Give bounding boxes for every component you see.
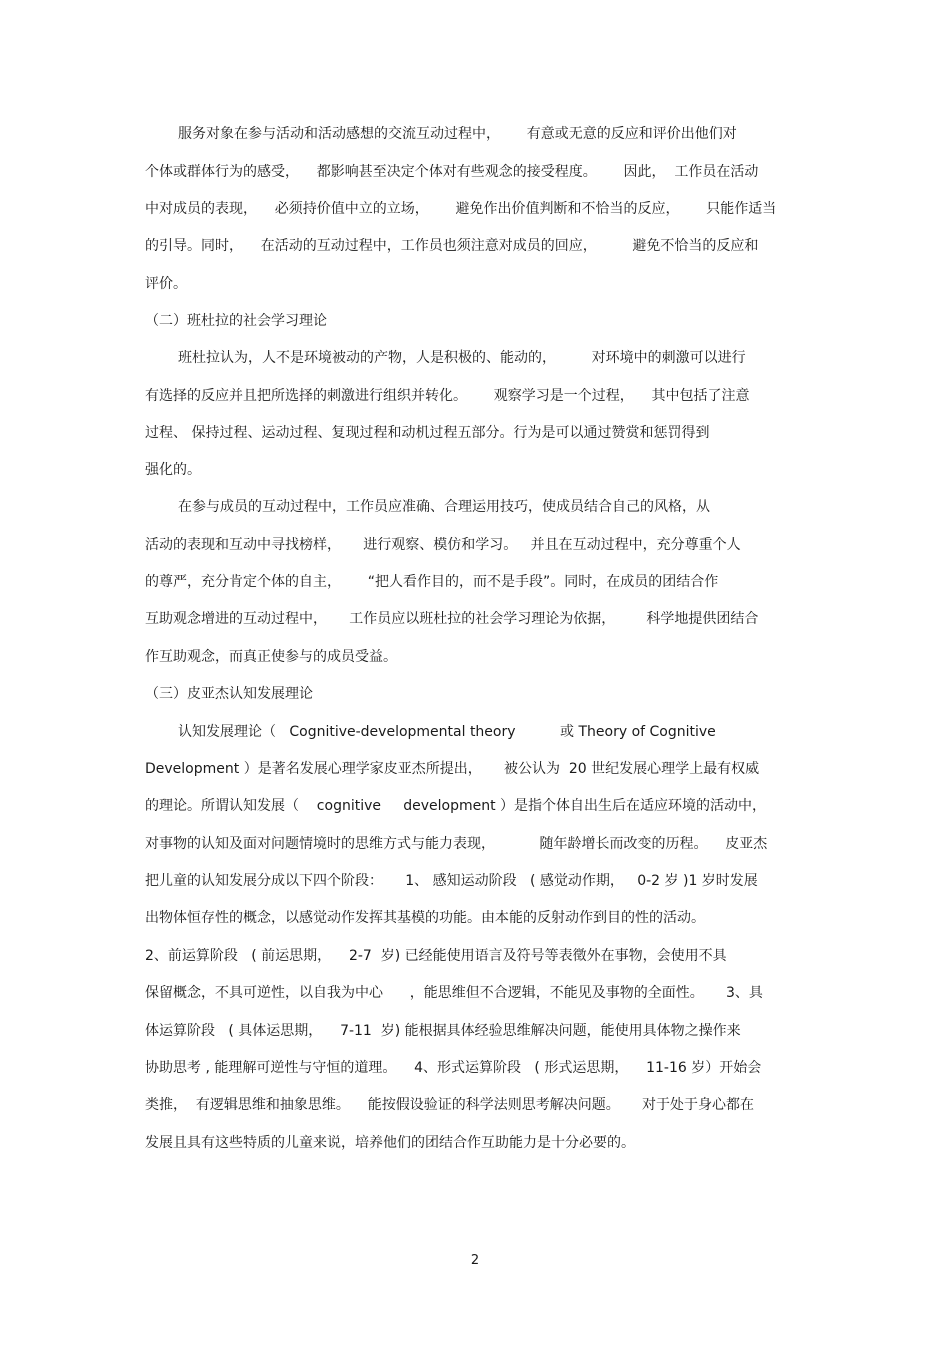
paragraph-line: 的引导。同时， 在活动的互动过程中，工作员也须注意对成员的回应， 避免不恰当的反应和 xyxy=(145,238,759,254)
paragraph-line: Development ）是著名发展心理学家皮亚杰所提出， 被公认为 20 世纪发展心理学上最有权威 xyxy=(145,761,760,777)
paragraph-line: 强化的。 xyxy=(145,462,201,478)
paragraph-line: 活动的表现和互动中寻找榜样， 进行观察、模仿和学习。 并且在互动过程中，充分尊重个人 xyxy=(145,537,741,553)
paragraph-line: 保留概念，不具可逆性，以自我为中心 ，能思维但不合逻辑，不能见及事物的全面性。 3、具 xyxy=(145,985,763,1001)
paragraph-line: 评价。 xyxy=(145,276,187,292)
paragraph-line: 发展且具有这些特质的儿童来说，培养他们的团结合作互助能力是十分必要的。 xyxy=(145,1135,635,1151)
paragraph-line: 协助思考 , 能理解可逆性与守恒的道理。 4、形式运算阶段 ( 形式运思期， 11-16 岁）开始会 xyxy=(145,1060,762,1076)
paragraph-line: 个体或群体行为的感受， 都影响甚至决定个体对有些观念的接受程度。 因此， 工作员在活动 xyxy=(145,164,759,180)
paragraph-line: 过程、 保持过程、运动过程、复现过程和动机过程五部分。行为是可以通过赞赏和惩罚得到 xyxy=(145,425,710,441)
paragraph-line: 出物体恒存性的概念，以感觉动作发挥其基模的功能。由本能的反射动作到目的性的活动。 xyxy=(145,910,705,926)
paragraph-line: 2、前运算阶段 ( 前运思期， 2-7 岁) 已经能使用语言及符号等表徵外在事物，会使用不具 xyxy=(145,948,727,964)
paragraph-line: 的尊严，充分肯定个体的自主， “把人看作目的，而不是手段”。同时，在成员的团结合作 xyxy=(145,574,719,590)
paragraph-line: 类推， 有逻辑思维和抽象思维。 能按假设验证的科学法则思考解决问题。 对于处于身心都在 xyxy=(145,1097,754,1113)
paragraph-line: 把儿童的认知发展分成以下四个阶段： 1、 感知运动阶段 ( 感觉动作期， 0-2 岁 )1 岁时发展 xyxy=(145,873,758,889)
paragraph-line: 作互助观念，而真正使参与的成员受益。 xyxy=(145,649,397,665)
paragraph-line: 体运算阶段 ( 具体运思期， 7-11 岁) 能根据具体经验思维解决问题，能使用具体物之操作来 xyxy=(145,1023,741,1039)
page-number: 2 xyxy=(470,1253,480,1268)
paragraph-line: 服务对象在参与活动和活动感想的交流互动过程中， 有意或无意的反应和评价出他们对 xyxy=(178,126,737,142)
paragraph-line: 认知发展理论（ Cognitive-developmental theory 或 Theory of Cognitive xyxy=(178,724,716,740)
paragraph-line: 班杜拉认为，人不是环境被动的产物，人是积极的、能动的， 对环境中的刺激可以进行 xyxy=(178,350,746,366)
paragraph-line: 有选择的反应并且把所选择的刺激进行组织并转化。 观察学习是一个过程， 其中包括了注意 xyxy=(145,388,750,404)
paragraph-line: 的理论。所谓认知发展（ cognitive development ）是指个体自出生后在适应环境的活动中， xyxy=(145,798,767,814)
section-heading-piaget: （三）皮亚杰认知发展理论 xyxy=(145,686,313,702)
section-heading-bandura: （二）班杜拉的社会学习理论 xyxy=(145,313,327,329)
paragraph-line: 互助观念增进的互动过程中， 工作员应以班杜拉的社会学习理论为依据， 科学地提供团结合 xyxy=(145,611,759,627)
paragraph-line: 中对成员的表现， 必须持价值中立的立场， 避免作出价值判断和不恰当的反应， 只能作适当 xyxy=(145,201,777,217)
paragraph-line: 对事物的认知及面对问题情境时的思维方式与能力表现， 随年龄增长而改变的历程。 皮亚杰 xyxy=(145,836,768,852)
paragraph-line: 在参与成员的互动过程中，工作员应准确、合理运用技巧，使成员结合自己的风格，从 xyxy=(178,499,710,515)
